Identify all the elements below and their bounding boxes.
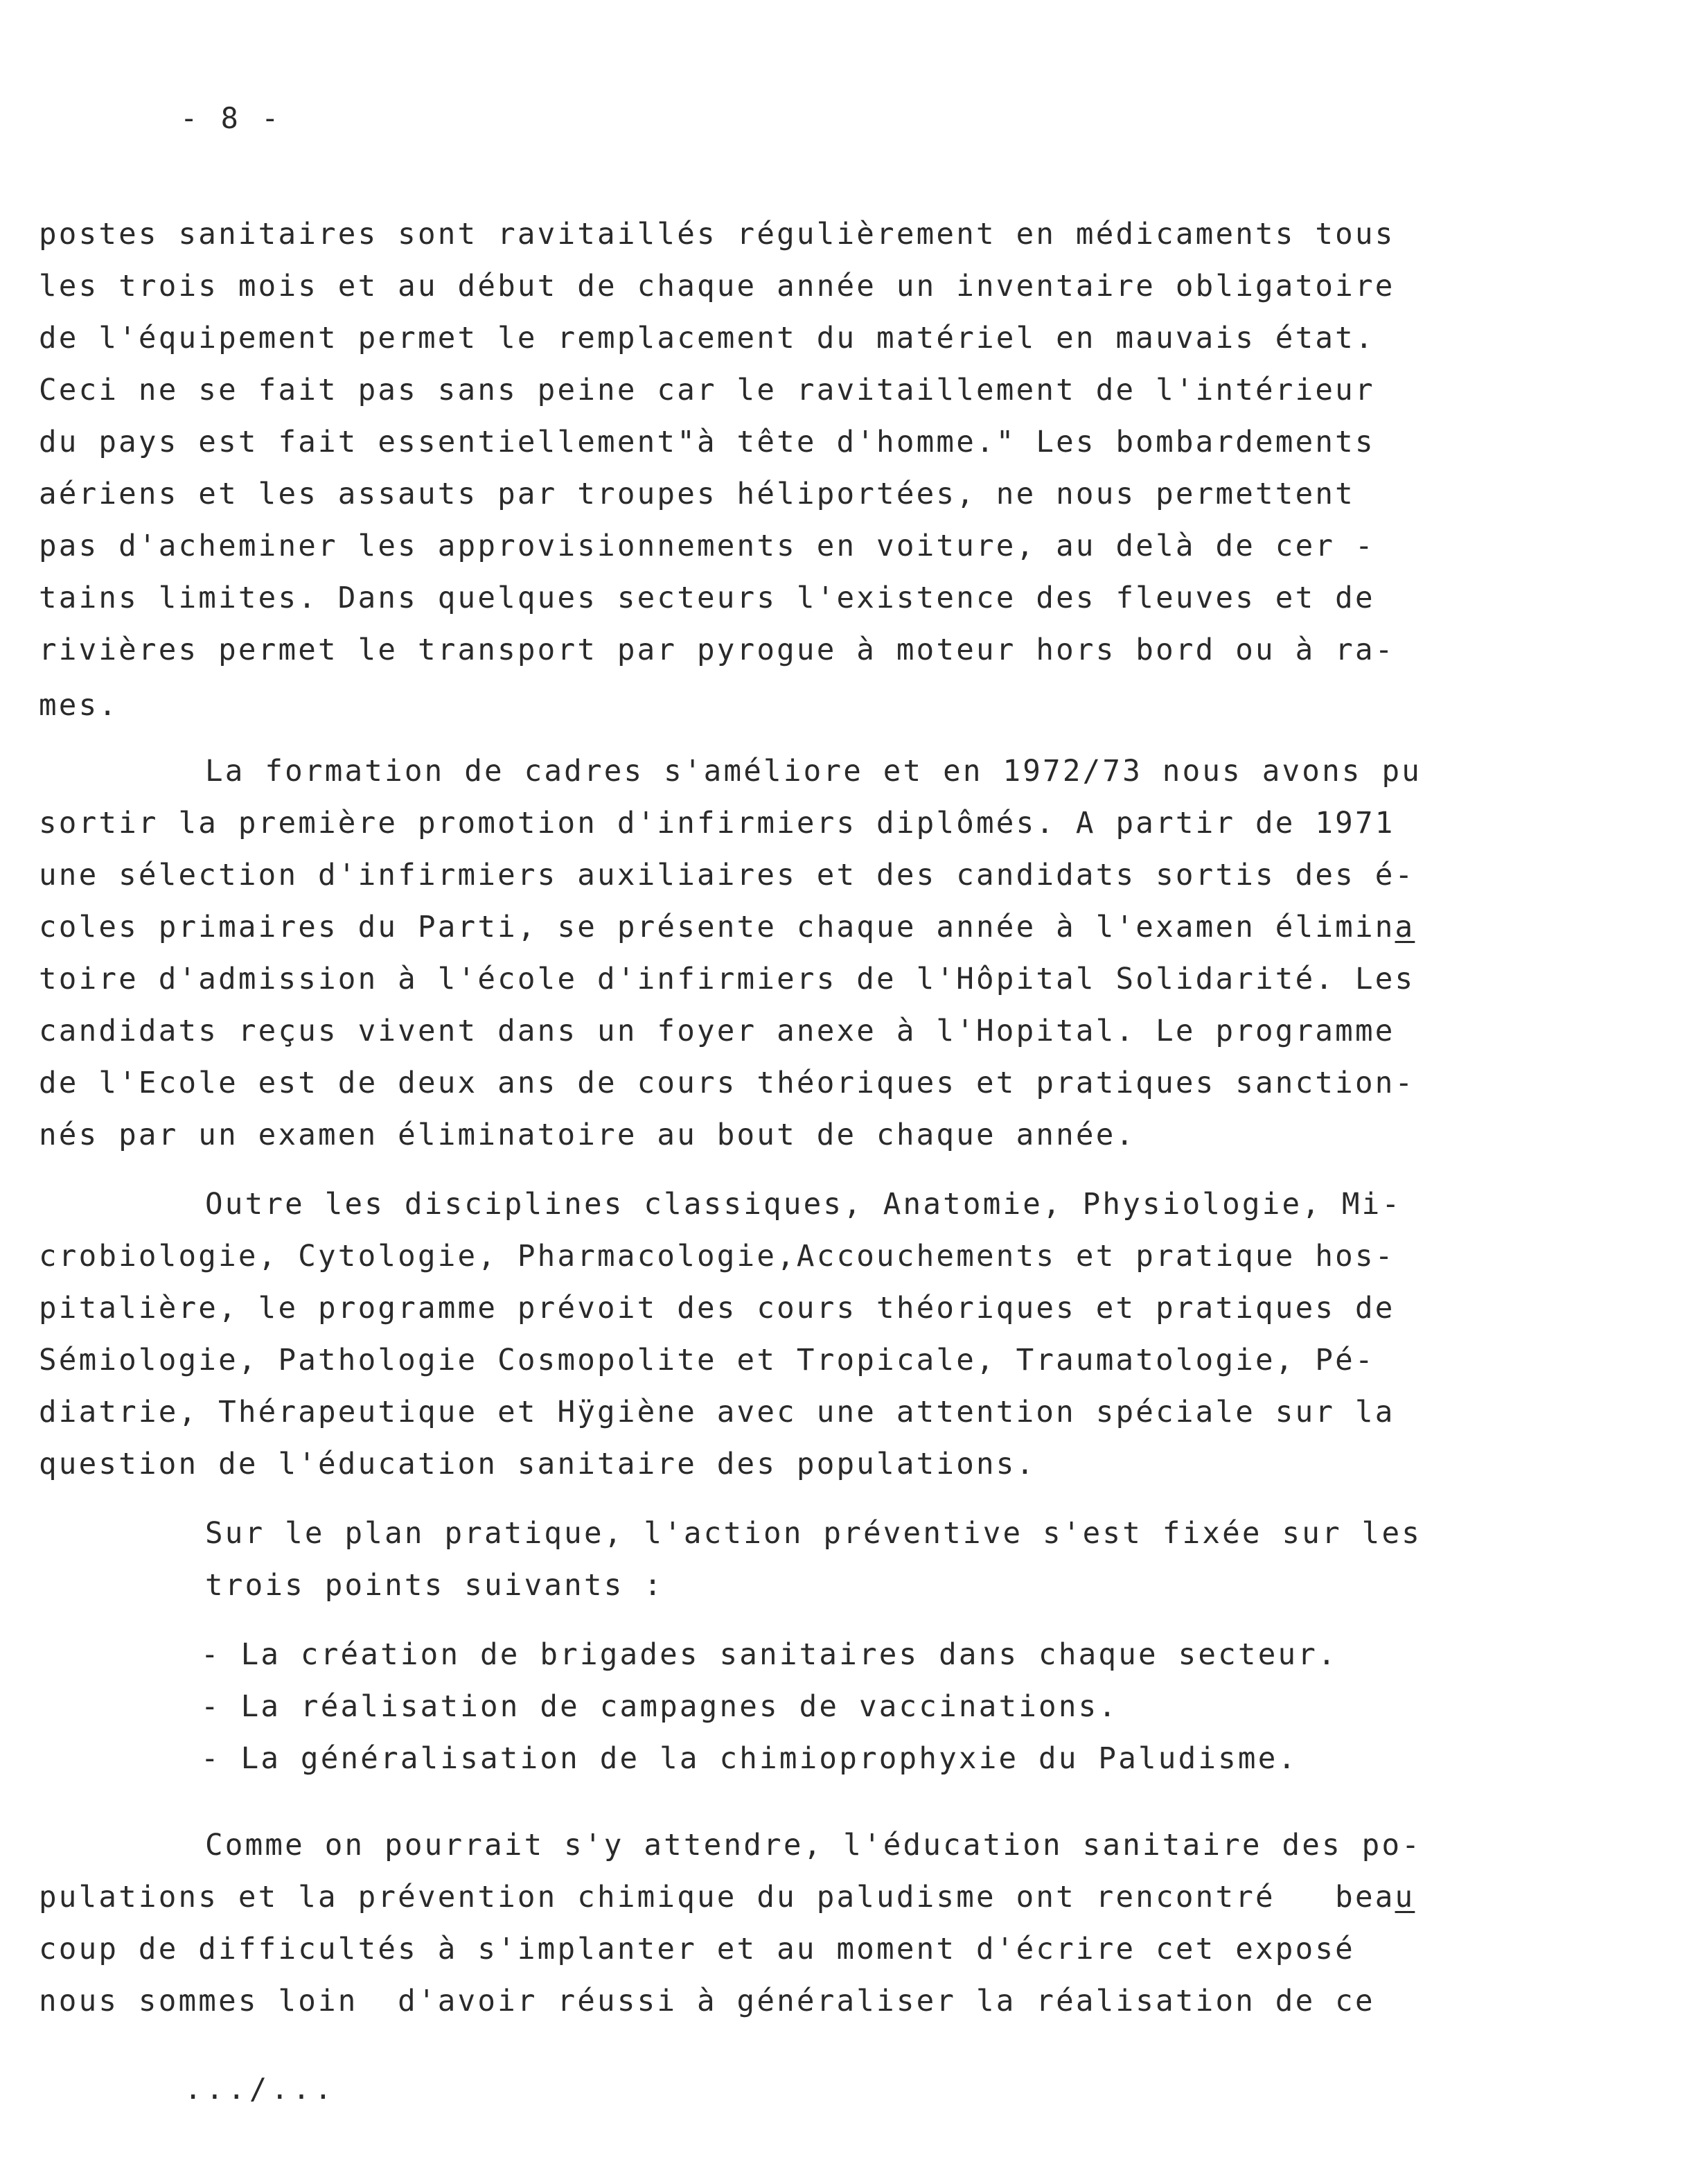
list-item: - La création de brigades sanitaires dans chaque secteur. — [201, 1638, 1338, 1672]
underlined-letter: a — [1395, 910, 1415, 944]
text-line: Ceci ne se fait pas sans peine car le ravitaillement de l'intérieur — [39, 373, 1375, 407]
text-line: Sur le plan pratique, l'action préventive s'est fixée sur les — [205, 1517, 1422, 1551]
text-line: candidats reçus vivent dans un foyer anexe à l'Hopital. Le programme — [39, 1014, 1395, 1048]
text-line: La formation de cadres s'améliore et en 1972/73 nous avons pu — [205, 755, 1422, 789]
text-line: de l'équipement permet le remplacement du matériel en mauvais état. — [39, 322, 1375, 355]
text-line: sortir la première promotion d'infirmiers diplômés. A partir de 1971 — [39, 807, 1395, 840]
text-line: une sélection d'infirmiers auxiliaires et des candidats sortis des é- — [39, 858, 1415, 892]
text-line — [39, 910, 1415, 944]
text-line: nés par un examen éliminatoire au bout de chaque année. — [39, 1118, 1136, 1152]
text-line: pitalière, le programme prévoit des cours théoriques et pratiques de — [39, 1292, 1395, 1326]
text-line: du pays est fait essentiellement"à tête d'homme." Les bombardements — [39, 425, 1375, 459]
continuation-marker: .../... — [184, 2072, 337, 2106]
text-line: diatrie, Thérapeutique et Hÿgiène avec une attention spéciale sur la — [39, 1395, 1395, 1429]
text-line: trois points suivants : — [205, 1569, 664, 1603]
text-line: rivières permet le transport par pyrogue à moteur hors bord ou à ra- — [39, 633, 1395, 667]
text-line-segment: pulations et la prévention chimique du paludisme ont rencontré bea — [39, 1881, 1395, 1914]
underlined-letter: u — [1395, 1881, 1415, 1914]
text-line: mes. — [39, 689, 119, 723]
text-line: nous sommes loin d'avoir réussi à généraliser la réalisation de ce — [39, 1984, 1375, 2018]
text-line: toire d'admission à l'école d'infirmiers de l'Hôpital Solidarité. Les — [39, 962, 1415, 996]
text-line-segment: coles primaires du Parti, se présente chaque année à l'examen élimin — [39, 910, 1395, 944]
text-line: Comme on pourrait s'y attendre, l'éducation sanitaire des po- — [205, 1829, 1422, 1862]
page-number: - 8 - — [180, 101, 282, 135]
text-line: aériens et les assauts par troupes héliportées, ne nous permettent — [39, 477, 1355, 511]
text-line: Sémiologie, Pathologie Cosmopolite et Tropicale, Traumatologie, Pé- — [39, 1344, 1375, 1377]
list-item: - La généralisation de la chimioprophyxie du Paludisme. — [201, 1742, 1298, 1776]
text-line: pas d'acheminer les approvisionnements en voiture, au delà de cer - — [39, 529, 1375, 563]
text-line: postes sanitaires sont ravitaillés régulièrement en médicaments tous — [39, 218, 1395, 252]
text-line: de l'Ecole est de deux ans de cours théoriques et pratiques sanction- — [39, 1066, 1415, 1100]
text-line: coup de difficultés à s'implanter et au moment d'écrire cet exposé — [39, 1932, 1355, 1966]
text-line: question de l'éducation sanitaire des populations. — [39, 1447, 1036, 1481]
list-item: - La réalisation de campagnes de vaccinations. — [201, 1690, 1119, 1724]
text-line: crobiologie, Cytologie, Pharmacologie,Accouchements et pratique hos- — [39, 1240, 1395, 1274]
text-line: Outre les disciplines classiques, Anatomie, Physiologie, Mi- — [205, 1188, 1402, 1222]
text-line: les trois mois et au début de chaque année un inventaire obligatoire — [39, 270, 1395, 303]
text-line: tains limites. Dans quelques secteurs l'existence des fleuves et de — [39, 581, 1375, 615]
text-line — [39, 1883, 1415, 1913]
